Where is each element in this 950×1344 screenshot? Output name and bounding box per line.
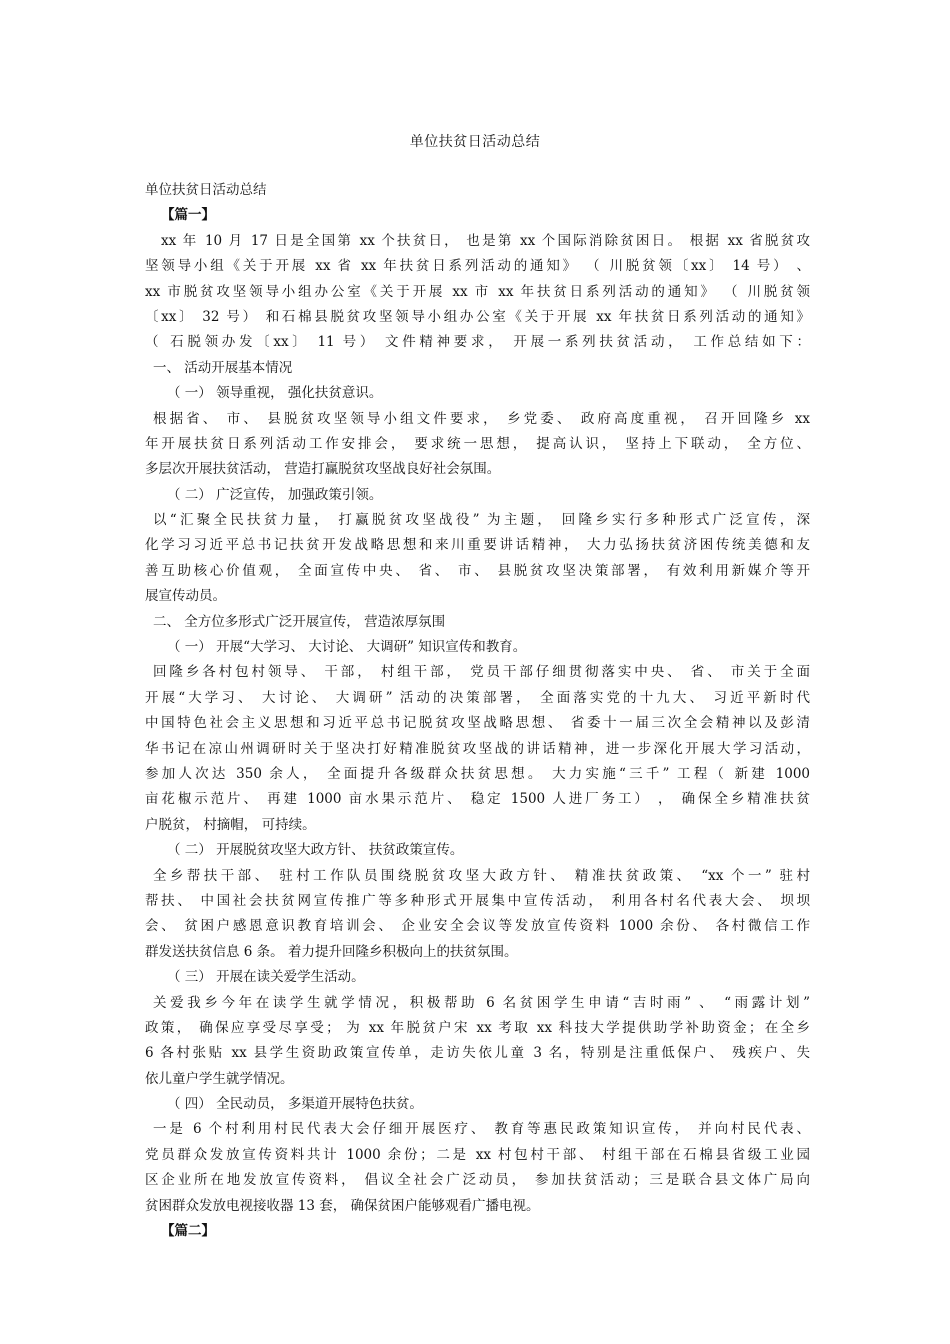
paragraph-line: 化学习习近平总书记扶贫开发战略思想和来川重要讲话精神， 大力弘扬扶贫济困传统美德和友: [145, 537, 810, 554]
paragraph-line: xx 市脱贫攻坚领导小组办公室《关于开展 xx 市 xx 年扶贫日系列活动的通知》 （ 川脱贫领: [145, 283, 810, 300]
heading-level2: （ 二） 开展脱贫攻坚大政方针、 扶贫政策宣传。: [167, 842, 464, 859]
heading-level2: （ 三） 开展在读关爱学生活动。: [167, 969, 365, 986]
document-subtitle: 单位扶贫日活动总结: [145, 182, 267, 198]
paragraph-line: 展宣传动员。: [145, 588, 226, 605]
paragraph-line: 善互助核心价值观， 全面宣传中央、 省、 市、 县脱贫攻坚决策部署， 有效利用新媒介等开: [145, 562, 810, 579]
heading-level2: （ 四） 全民动员， 多渠道开展特色扶贫。: [167, 1096, 423, 1113]
paragraph-line: 依儿童户学生就学情况。: [145, 1070, 294, 1087]
document-body: [145, 178, 810, 1244]
section-heading-part2: 【篇二】: [161, 1223, 215, 1240]
heading-level2: （ 一） 领导重视， 强化扶贫意识。: [167, 385, 383, 402]
paragraph-line: 以“汇聚全民扶贫力量， 打赢脱贫攻坚战役” 为主题， 回隆乡实行多种形式广泛宣传，深: [153, 512, 810, 529]
paragraph-line: 帮扶、 中国社会扶贫网宣传推广等多种形式开展集中宣传活动， 利用各村名代表大会、 坝坝: [145, 892, 810, 909]
paragraph-line: 根据省、 市、 县脱贫攻坚领导小组文件要求， 乡党委、 政府高度重视， 召开回隆乡 xx: [153, 410, 810, 427]
paragraph-line: 多层次开展扶贫活动， 营造打赢脱贫攻坚战良好社会氛围。: [145, 461, 501, 478]
paragraph-line: 政策， 确保应享受尽享受； 为 xx 年脱贫户宋 xx 考取 xx 科技大学提供助学补助资金；在全乡: [145, 1019, 810, 1036]
heading-level1: 一、 活动开展基本情况: [153, 359, 293, 376]
heading-level1: 二、 全方位多形式广泛开展宣传， 营造浓厚氛围: [153, 613, 446, 630]
paragraph-line: 会、 贫困户感恩意识教育培训会、 企业安全会议等发放宣传资料 1000 余份、 各村微信工作: [145, 918, 810, 935]
section-heading-part1: 【篇一】: [161, 207, 215, 224]
paragraph-line: 贫困群众发放电视接收器 13 套， 确保贫困户能够观看广播电视。: [145, 1197, 540, 1214]
paragraph-line: 户脱贫， 村摘帽， 可持续。: [145, 816, 316, 833]
paragraph-line: 回隆乡各村包村领导、 干部， 村组干部， 党员干部仔细贯彻落实中央、 省、 市关于全面: [153, 664, 810, 681]
paragraph-line: 开展“大学习、 大讨论、 大调研” 活动的决策部署， 全面落实党的十九大、 习近平新时代: [145, 689, 810, 706]
paragraph-line: 6 各村张贴 xx 县学生资助政策宣传单，走访失依儿童 3 名，特别是注重低保户、 残疾户、失: [145, 1045, 810, 1062]
paragraph-line: 群发送扶贫信息 6 条。 着力提升回隆乡积极向上的扶贫氛围。: [145, 943, 518, 960]
paragraph-line: 华书记在凉山州调研时关于坚决打好精准脱贫攻坚战的讲话精神，进一步深化开展大学习活动，: [145, 740, 810, 757]
paragraph-line: 中国特色社会主义思想和习近平总书记脱贫攻坚战略思想、 省委十一届三次全会精神以及彭清: [145, 715, 810, 732]
heading-level2: （ 一） 开展“大学习、 大讨论、 大调研” 知识宣传和教育。: [167, 639, 527, 656]
paragraph-line: 区企业所在地发放宣传资料， 倡议全社会广泛动员， 参加扶贫活动；三是联合县文体广局向: [145, 1172, 810, 1189]
heading-level2: （ 二） 广泛宣传， 加强政策引领。: [167, 486, 383, 503]
paragraph-line: 〔xx〕 32 号） 和石棉县脱贫攻坚领导小组办公室《关于开展 xx 年扶贫日系列活动的通知》: [145, 308, 810, 325]
paragraph-line: 全乡帮扶干部、 驻村工作队员围绕脱贫攻坚大政方针、 精准扶贫政策、 “xx 个一” 驻村: [153, 867, 810, 884]
paragraph-line: 党员群众发放宣传资料共计 1000 余份；二是 xx 村包村干部、 村组干部在石棉县省级工业园: [145, 1146, 810, 1163]
paragraph-line: 参加人次达 350 余人， 全面提升各级群众扶贫思想。 大力实施“三千” 工程（ 新建 1000: [145, 765, 810, 782]
paragraph-line: 坚领导小组《关于开展 xx 省 xx 年扶贫日系列活动的通知》 （ 川脱贫领〔xx〕 14 号） 、: [145, 258, 810, 275]
paragraph-line: 一是 6 个村利用村民代表大会仔细开展医疗、 教育等惠民政策知识宣传， 并向村民代表、: [153, 1121, 810, 1138]
paragraph-line: （ 石脱领办发〔xx〕 11 号） 文件精神要求， 开展一系列扶贫活动， 工作总结如下：: [145, 334, 810, 351]
document-title: 单位扶贫日活动总结: [409, 134, 541, 150]
paragraph-line: 关爱我乡今年在读学生就学情况，积极帮助 6 名贫困学生申请“吉时雨” 、 “雨露计划”: [153, 994, 810, 1011]
paragraph-line: xx 年 10 月 17 日是全国第 xx 个扶贫日， 也是第 xx 个国际消除贫困日。 根据 xx 省脱贫攻: [161, 232, 810, 249]
paragraph-line: 亩花椒示范片、 再建 1000 亩水果示范片、 稳定 1500 人进厂务工） ， 确保全乡精准扶贫: [145, 791, 810, 808]
paragraph-line: 年开展扶贫日系列活动工作安排会， 要求统一思想， 提高认识， 坚持上下联动， 全方位、: [145, 435, 810, 452]
